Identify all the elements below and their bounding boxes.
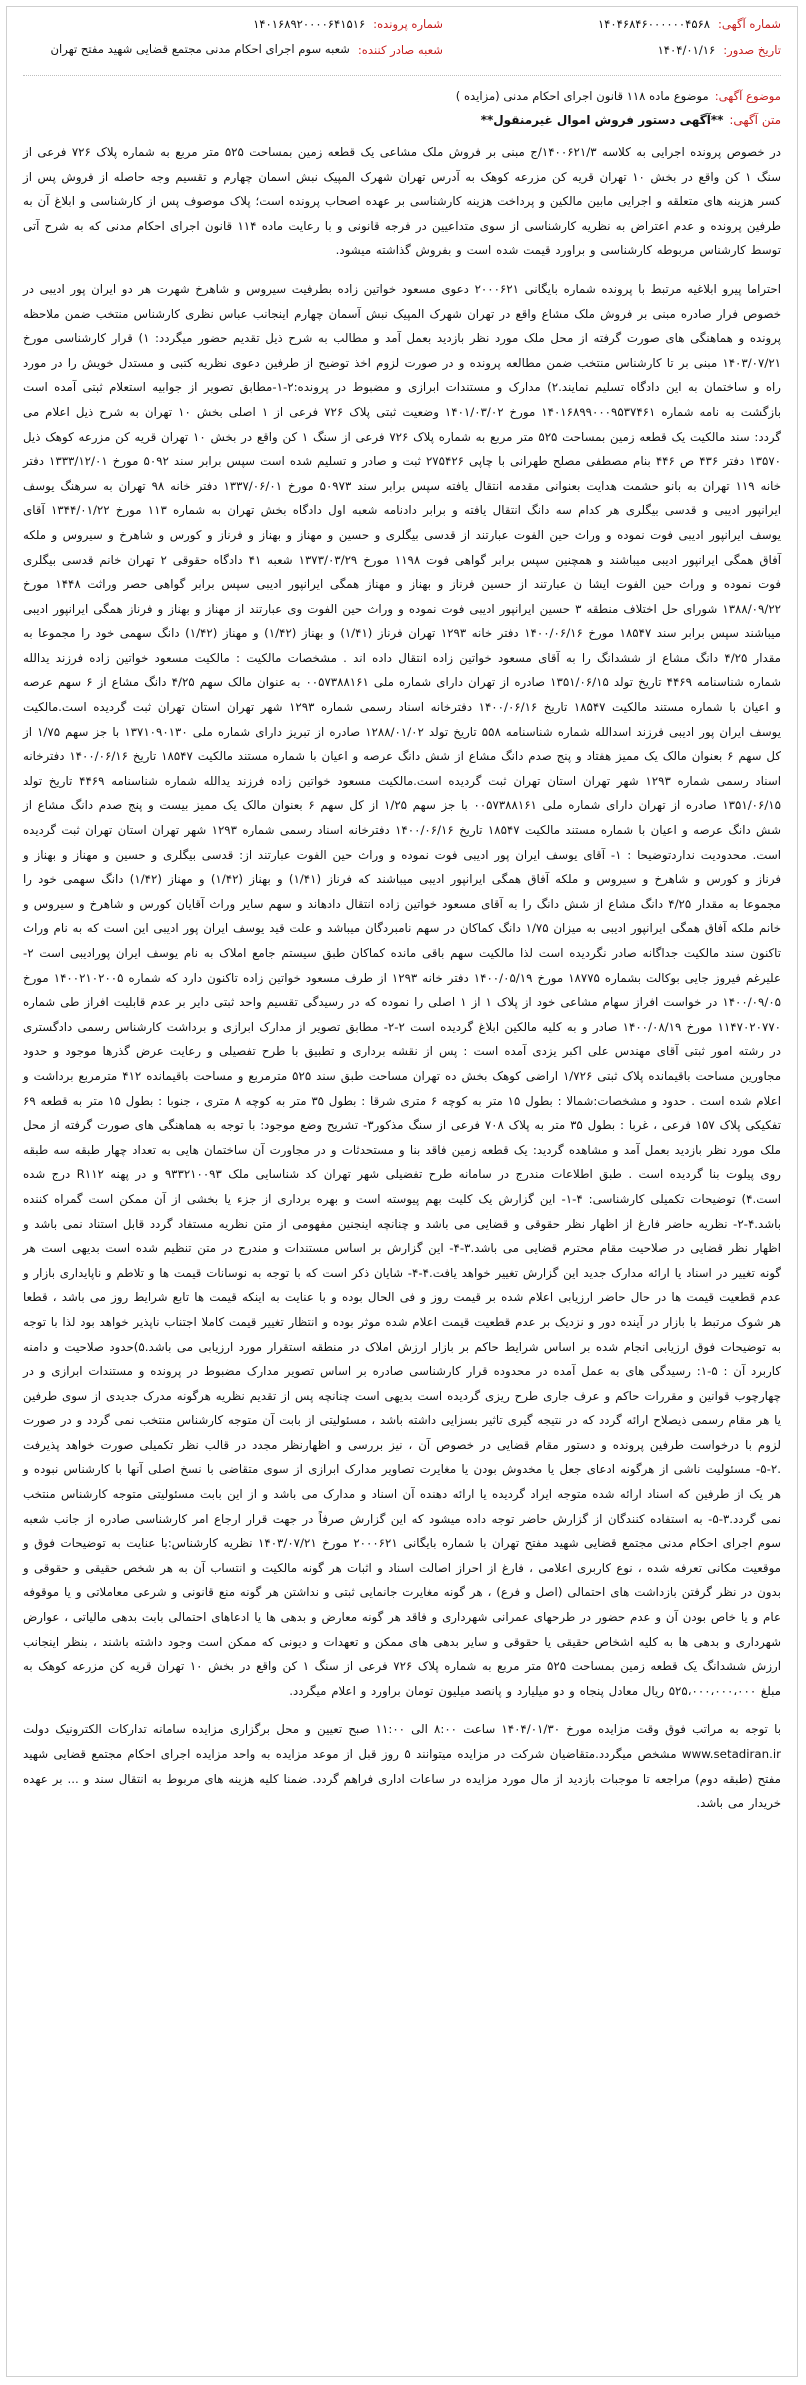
case-number-field xyxy=(23,13,443,35)
header-row-1 xyxy=(23,13,781,35)
issue-date-value: ۱۴۰۴/۰۱/۱۶ xyxy=(657,43,716,57)
case-number-value: ۱۴۰۱۶۸۹۲۰۰۰۰۶۴۱۵۱۶ xyxy=(253,17,366,31)
subject-label: موضوع آگهی: xyxy=(714,89,781,103)
subject-value: موضوع ماده ۱۱۸ قانون اجرای احکام مدنی (مزایده ) xyxy=(455,89,709,103)
subject-field xyxy=(23,84,781,108)
notice-text-heading: **آگهی دستور فروش اموال غیرمنقول** xyxy=(480,113,724,127)
notice-card xyxy=(6,6,798,2377)
issuer-field xyxy=(23,39,443,61)
notice-text-title xyxy=(23,108,781,132)
issue-date-label: تاریخ صدور: xyxy=(723,43,781,57)
ad-number-label: شماره آگهی: xyxy=(718,17,781,31)
body-paragraph-3: با توجه به مراتب فوق وقت مزایده مورخ ۱۴۰۴/۰۱/۳۰ ساعت ۸:۰۰ الی ۱۱:۰۰ صبح تعیین و محل برگزاری مزایده سامانه تدارکات الکترونیک دولت www.setadiran.ir مشخص میگردد.متقاضیان شرکت در مزایده میتوانند ۵ روز قبل از موعد مزایده به واحد مزایده اجرای احکام مجتمع قضایی شهید مفتح (طبقه دوم) مراجعه تا موجبات بازدید از مال مورد مزایده در ساعات اداری فراهم گردد. ضمنا کلیه هزینه های مربوط به انتقال سند و ... بر عهده خریدار می باشد. xyxy=(23,1722,781,1811)
header-row-2 xyxy=(23,39,781,61)
ad-number-field xyxy=(451,13,781,35)
issuer-value: شعبه سوم اجرای احکام مدنی مجتمع قضایی شهید مفتح تهران xyxy=(50,42,350,56)
body-paragraph-2: احتراما پیرو ابلاغیه مرتبط با پرونده شماره بایگانی ۲۰۰۰۶۲۱ دعوی مسعود خواتین زاده بطرفیت سیروس و شاهرخ شهرت هر دو ایران پور ادیبی در خصوص فرار صادره مبنی بر فروش ملک مشاع واقع در تهران شهرک المپیک نبش آسمان چهارم اینجانب عباس نظری کارشناس منتخب ضمن ملاحظه پرونده و هماهنگی های صورت گرفته از محل ملک مورد نظر بازدید بعمل آمد و مطالب به شرح ذیل تقدیم حضور میگردد: ۱) قرار کارشناسی مورخ ۱۴۰۳/۰۷/۲۱ مبنی بر تا کارشناس منتخب ضمن مطالعه پرونده و در صورت لزوم اخذ توضیح از طرفین دعوی نظریه کتبی و مستدل خویش را در مورد راه و ساختمان به این دادگاه تسلیم نمایند.۲) مدارک و مستندات ابرازی و مضبوط در پرونده:۲-۱-مطابق تصویر از جوابیه استعلام ثبتی آمده است بازگشت به نامه شماره ۱۴۰۱۶۸۹۹۰۰۰۹۵۳۷۴۶۱ مورخ ۱۴۰۱/۰۳/۰۲ وضعیت ثبتی پلاک ۷۲۶ فرعی از ۱ اصلی بخش ۱۰ تهران به شرح ذیل اعلام می گردد: سند مالکیت یک قطعه زمین بمساحت ۵۲۵ متر مربع به شماره پلاک ۷۲۶ فرعی از سنگ ۱ کن واقع در بخش ۱۰ تهران قریه کن مزرعه کوهک ذیل ۱۳۵۷۰ دفتر ۴۳۶ ص ۴۴۶ بنام مصطفی مصلح طهرانی با چاپی ۲۷۵۴۲۶ ثبت و صادر و تسلیم شده است سپس برابر سند ۵۰۹۲ مورخ ۱۳۳۳/۱۲/۰۱ دفتر خانه ۱۱۹ تهران به بانو حشمت هدایت بعنوانی مقدمه انتقال یافته سپس برابر سند ۵۰۹۷۳ مورخ ۱۳۳۷/۰۶/۰۱ دفتر خانه ۹۸ تهران به سرهنگ یوسف ایرانپور ادیبی و قدسی بیگلری هر کدام سه دانگ انتقال یافته و برابر دادنامه شعبه اول دادگاه بخش تهران به شماره ۱۱۳ مورخ ۱۳۴۴/۰۱/۲۲ آقای یوسف ایرانپور ادیبی فوت نموده و وراث حین الفوت عبارتند از قدسی بیگلری و حسین و مهناز و بهناز و فرناز و کورس و شاهرخ و سیروس و ملکه آفاق همگی ایرانپور ادیبی میباشند و همچنین سپس برابر گواهی فوت ۱۱۹۸ مورخ ۱۳۷۳/۰۳/۲۹ شعبه ۴۱ دادگاه حقوقی ۲ تهران خانم قدسی بیگلری فوت نموده و وراث حین الفوت ایشا ن عبارتند از حسین فرناز و بهناز و مهناز همگی ایرانپور ادیبی سپس برابر گواهی حصر وراثت ۱۴۴۸ مورخ ۱۳۸۸/۰۹/۲۲ شورای حل اختلاف منطقه ۳ حسین ایرانپور ادیبی فوت نموده و وراث حین الفوت وی عبارتند از مهناز و بهناز و فرناز همگی ایرانپور ادیبی میباشند سپس برابر سند ۱۸۵۴۷ مورخ ۱۴۰۰/۰۶/۱۶ دفتر خانه ۱۲۹۳ تهران فرناز (۱/۴۱) و بهناز (۱/۴۲) و مهناز (۱/۴۲) دانگ سهمی خود را مجموعا به مقدار ۴/۲۵ دانگ مشاع از ششدانگ را به آقای مسعود خواتین زاده انتقال داده اند . مشخصات مالکیت : مالکیت مسعود خواتین زاده فرزند یدالله شماره شناسنامه ۴۴۶۹ تاریخ تولد ۱۳۵۱/۰۶/۱۵ صادره از تهران دارای شماره ملی ۰۰۵۷۳۸۸۱۶۱ به عنوان مالک سهم ۴/۲۵ دانگ مشاع از ۶ سهم عرصه و اعیان با شماره مستند مالکیت ۱۸۵۴۷ تاریخ ۱۴۰۰/۰۶/۱۶ دفترخانه اسناد رسمی شماره ۱۲۹۳ شهر تهران استان تهران ثبت گردیده است.مالکیت یوسف ایران پور ادیبی فرزند اسدالله شماره شناسنامه ۵۵۸ تاریخ تولد ۱۲۸۸/۰۱/۰۲ صادره از تبریز دارای شماره ملی ۱۳۷۱۰۹۰۱۳۰ با جز سهم ۱/۷۵ از کل سهم ۶ بعنوان مالک یک ممیز هفتاد و پنج صدم دانگ مشاع از شش دانگ عرصه و اعیان با شماره مستند مالکیت ۱۸۵۴۷ تاریخ ۱۴۰۰/۰۶/۱۶ دفترخانه اسناد رسمی شماره ۱۲۹۳ شهر تهران استان تهران ثبت گردیده است.مالکیت مسعود خواتین زاده فرزند یدالله شماره شناسنامه ۴۴۶۹ تاریخ تولد ۱۳۵۱/۰۶/۱۵ صادره از تهران دارای شماره ملی ۰۰۵۷۳۸۸۱۶۱ با جز سهم ۱/۲۵ از کل سهم ۶ بعنوان مالک یک ممیز بیست و پنج صدم دانگ مشاع از شش دانگ عرصه و اعیان با شماره مستند مالکیت ۱۸۵۴۷ تاریخ ۱۴۰۰/۰۶/۱۶ دفترخانه اسناد رسمی شماره ۱۲۹۳ شهر تهران استان تهران ثبت گردیده است. محدودیت نداردتوضیحا : ۱- آقای یوسف ایران پور ادیبی فوت نموده و وراث حین الفوت عبارتند از: قدسی بیگلری و حسین و مهناز و بهناز و فرناز و کورس و شاهرخ و سیروس و ملکه آفاق همگی ایرانپور ادیبی میباشند که فرناز (۱/۴۱) و بهناز (۱/۴۲) و مهناز (۱/۴۲) دانگ سهمی خود را مجموعا به مقدار ۴/۲۵ دانگ مشاع از شش دانگ را به آقای مسعود خواتین زاده انتقال دادهاند و سهم سایر وراث آقایان کورس و شاهرخ و سیروس و خانم ملکه آفاق همگی ایرانپور ادیبی به میزان ۱/۷۵ دانگ کماکان در سهم نامبردگان میباشد و علت قید یوسف ایران پور ادیبی این است که به نام وراث تاکنون سند مالکیت جداگانه صادر نگردیده است لذا مالکیت سهم باقی مانده کماکان طبق سیستم جامع املاک به نام یوسف ایران پورادیبی است ۲- علیرغم فیروز جایی بوکالت بشماره ۱۸۷۷۵ مورخ ۱۴۰۰/۰۵/۱۹ دفتر خانه ۱۲۹۳ از طرف مسعود خواتین زاده تاکنون دارد که شماره ۱۴۰۰۲۱۰۲۰۰۵ مورخ ۱۴۰۰/۰۹/۰۵ در خواست افراز سهام مشاعی خود از پلاک ۱ از ۱ اصلی را نموده که در رسیدگی تقسیم واحد ثبتی دایر بر عدم قابلیت افراز طی شماره ۱۱۴۷۰۲۰۷۷۰ مورخ ۱۴۰۰/۰۸/۱۹ صادر و به کلیه مالکین ابلاغ گردیده است ۲-۲- مطابق تصویر از مدارک ابرازی و برداشت کارشناس رسمی دادگستری در رشته امور ثبتی آقای مهندس علی اکبر یزدی آمده است : پس از نقشه برداری و تطبیق با طرح تفصیلی و رعایت عرض گذرها موجود و حدود مجاورین مساحت باقیمانده پلاک ثبتی ۱/۷۲۶ اراضی کوهک بخش ده تهران مساحت طبق سند ۵۲۵ مترمربع و مساحت باقیمانده ۴۱۲ مترمربع برداشت و اعلام شده است . حدود و مشخصات:شمالا : بطول ۱۵ متر به کوچه ۶ متری شرقا : بطول ۳۵ متر به کوچه ۸ متری ، جنوبا : بطول ۱۵ متر به قطعه ۶۹ تفکیکی پلاک ۱۵۷ فرعی ، غربا : بطول ۳۵ متر به پلاک ۷۰۸ فرعی از سنگ مذکور۳- تشریح وضع موجود: با توجه به هماهنگی های صورت گرفته از محل ملک مورد نظر بازدید بعمل آمد و مشاهده گردید: یک قطعه زمین فاقد بنا و مستحدثات و در مجاورت آن ساختمان هایی به تعداد چهار طبقه سه طبقه روی پیلوت بنا گردیده است . طبق اطلاعات مندرج در سامانه طرح تفضیلی شهر تهران کد شناسایی ملک ۹۳۳۲۱۰۰۹۳ و در پهنه R۱۱۲ درج شده است.۴) توضیحات تکمیلی کارشناسی: ۴-۱- این گزارش یک کلیت بهم پیوسته است و بهره برداری از جزء یا بخشی از آن ممکن است گمراه کننده باشد.۴-۲- نظریه حاضر فارغ از اظهار نظر حقوقی و قضایی می باشد و چنانچه اینجنین مفهومی از متن نظریه مستفاد گردد قابل استناد نمی باشد و اظهار نظر قضایی در صلاحیت مقام محترم قضایی می باشد.۳-۴- این گزارش بر اساس مستندات و مندرج در متن تنظیم شده است بدیهی است هر گونه تغییر در اسناد یا ارائه مدارک جدید این گزارش تغییر خواهد یافت.۴-۴- شایان ذکر است که با توجه به نوسانات قیمت ها و تلاطم و ناپایداری بازار و عدم قطعیت قیمت ها در حال حاضر ارزیابی اعلام شده بر قیمت روز و فی الحال بوده و با عنایت به اینکه قیمت ها تابع شرایط روز می باشد ، قطعا هر شوک مرتبط با بازار در آینده دور و نزدیک بر عدم قطعیت قیمت اعلام شده موثر بوده و انتظار تغییر قیمت کاملا اجتناب ناپذیر خواهد بود لذا با توجه به توضیحات فوق ارزیابی انجام شده بر اساس شرایط حاکم بر بازار ارزش املاک در منطقه استقرار مورد ارزیابی می باشد.۵)حدود صلاحیت و دامنه کاربرد آن : ۵-۱: رسیدگی های به عمل آمده در محدوده قرار کارشناسی صادره بر اساس تصویر مدارک مضبوط در پرونده و مستندات ابرازی و در چهارچوب قوانین و مقررات حاکم و عرف جاری طرح ریزی گردیده است بدیهی است چنانچه پس از تقدیم نظریه هرگونه مدرک جدیدی از سوی طرفین یا هر مقام رسمی ذیصلاح ارائه گردد که در نتیجه گیری تاثیر بسزایی داشته باشد ، مسئولیتی از بابت آن متوجه کارشناس منتخب نمی گردد و در صورت لزوم با درخواست طرفین پرونده و دستور مقام قضایی در خصوص آن ، نیز بررسی و اظهارنظر مجدد در قالب نظر تکمیلی صورت خواهد پذیرفت .۲-۵- مسئولیت ناشی از هرگونه ادعای جعل یا مخدوش بودن یا مغایرت تصاویر مدارک ابرازی از سوی متقاضی با نسخ اصلی آنها با کارشناس نبوده و هر یک از طرفین که اسناد ارائه شده متوجه ایراد گردیده یا ارائه دهنده آن اسناد و مدارک می باشد و از این بابت مسئولیتی متوجه کارشناس منتخب نمی گردد.۳-۵- به استفاده کنندگان از گزارش حاضر توجه داده میشود که این گزارش صرفاً در جهت قرار ارجاع امر کارشناسی صادره از جانب شعبه سوم اجرای احکام مدنی مجتمع قضایی شهید مفتح تهران با شماره بایگانی ۲۰۰۰۶۲۱ مورخ ۱۴۰۳/۰۷/۲۱ نظریه کارشناس:با عنایت به توضیحات فوق و موقعیت مکانی تعرفه شده ، نوع کاربری اعلامی ، فارغ از احراز اصالت اسناد و اثبات هر گونه مالکیت و انتساب آن به هر شخص حقیقی و حقوقی و بدون در نظر گرفتن بازداشت های احتمالی (اصل و فرع) ، هر گونه مغایرت جانمایی ثبتی و نداشتن هر گونه منع قانونی و شرعی معاملاتی و یا موقوفه عام و یا خاص بودن آن و عدم حضور در طرحهای عمرانی شهرداری و فاقد هر گونه معارض و بدهی ها یا ادعاهای احتمالی بابت بدهی مالیاتی ، عوارض شهرداری و بدهی ها به کلیه اشخاص حقیقی یا حقوقی و سایر بدهی های ممکن و تعهدات و دیونی که ممکن است وجود داشته باشند ، بنظر اینجانب ارزش ششدانگ یک قطعه زمین بمساحت ۵۲۵ متر مربع به شماره پلاک ۷۲۶ فرعی از سنگ ۱ کن واقع در بخش ۱۰ تهران قریه کن مزرعه کوهک به مبلغ ۵۲۵،۰۰۰،۰۰۰،۰۰۰ ریال معادل پنجاه و دو میلیارد و پانصد میلیون تومان براورد و اعلام میگردد. xyxy=(23,281,782,1698)
body-paragraph-1: در خصوص پرونده اجرایی به کلاسه ۱۴۰۰۶۲۱/۳/ج مبنی بر فروش ملک مشاعی یک قطعه زمین بمساحت ۵۲۵ متر مربع به شماره پلاک ۷۲۶ فرعی از سنگ ۱ کن واقع در بخش ۱۰ تهران قریه کن مزرعه کوهک به آدرس تهران شهرک المپیک نبش اسمان چهارم و تقسیم وجه حاصله از فروش پس از کسر هزینه های متعلقه و اجرایی مابین مالکین و پرداخت هزینه کارشناسی بر عهده اصحاب پرونده است؛ پلاک موصوف پس از کارشناسی و ابلاغ آن به طرفین پرونده و عدم اعتراض به نظریه کارشناسی از سوی متداعیین در فرجه قانونی و با رعایت ماده ۱۱۴ قانون اجرای احکام مدنی که به شرح آتی توسط کارشناس مربوطه کارشناسی و براورد قیمت شده است و بفروش گذاشته میشود. xyxy=(23,145,781,258)
divider xyxy=(23,75,781,76)
issue-date-field xyxy=(451,39,781,61)
notice-text-label: متن آگهی: xyxy=(729,113,781,127)
issuer-label: شعبه صادر کننده: xyxy=(357,43,443,57)
case-number-label: شماره پرونده: xyxy=(373,17,443,31)
ad-number-value: ۱۴۰۴۶۸۴۶۰۰۰۰۰۰۴۵۶۸ xyxy=(597,17,711,31)
